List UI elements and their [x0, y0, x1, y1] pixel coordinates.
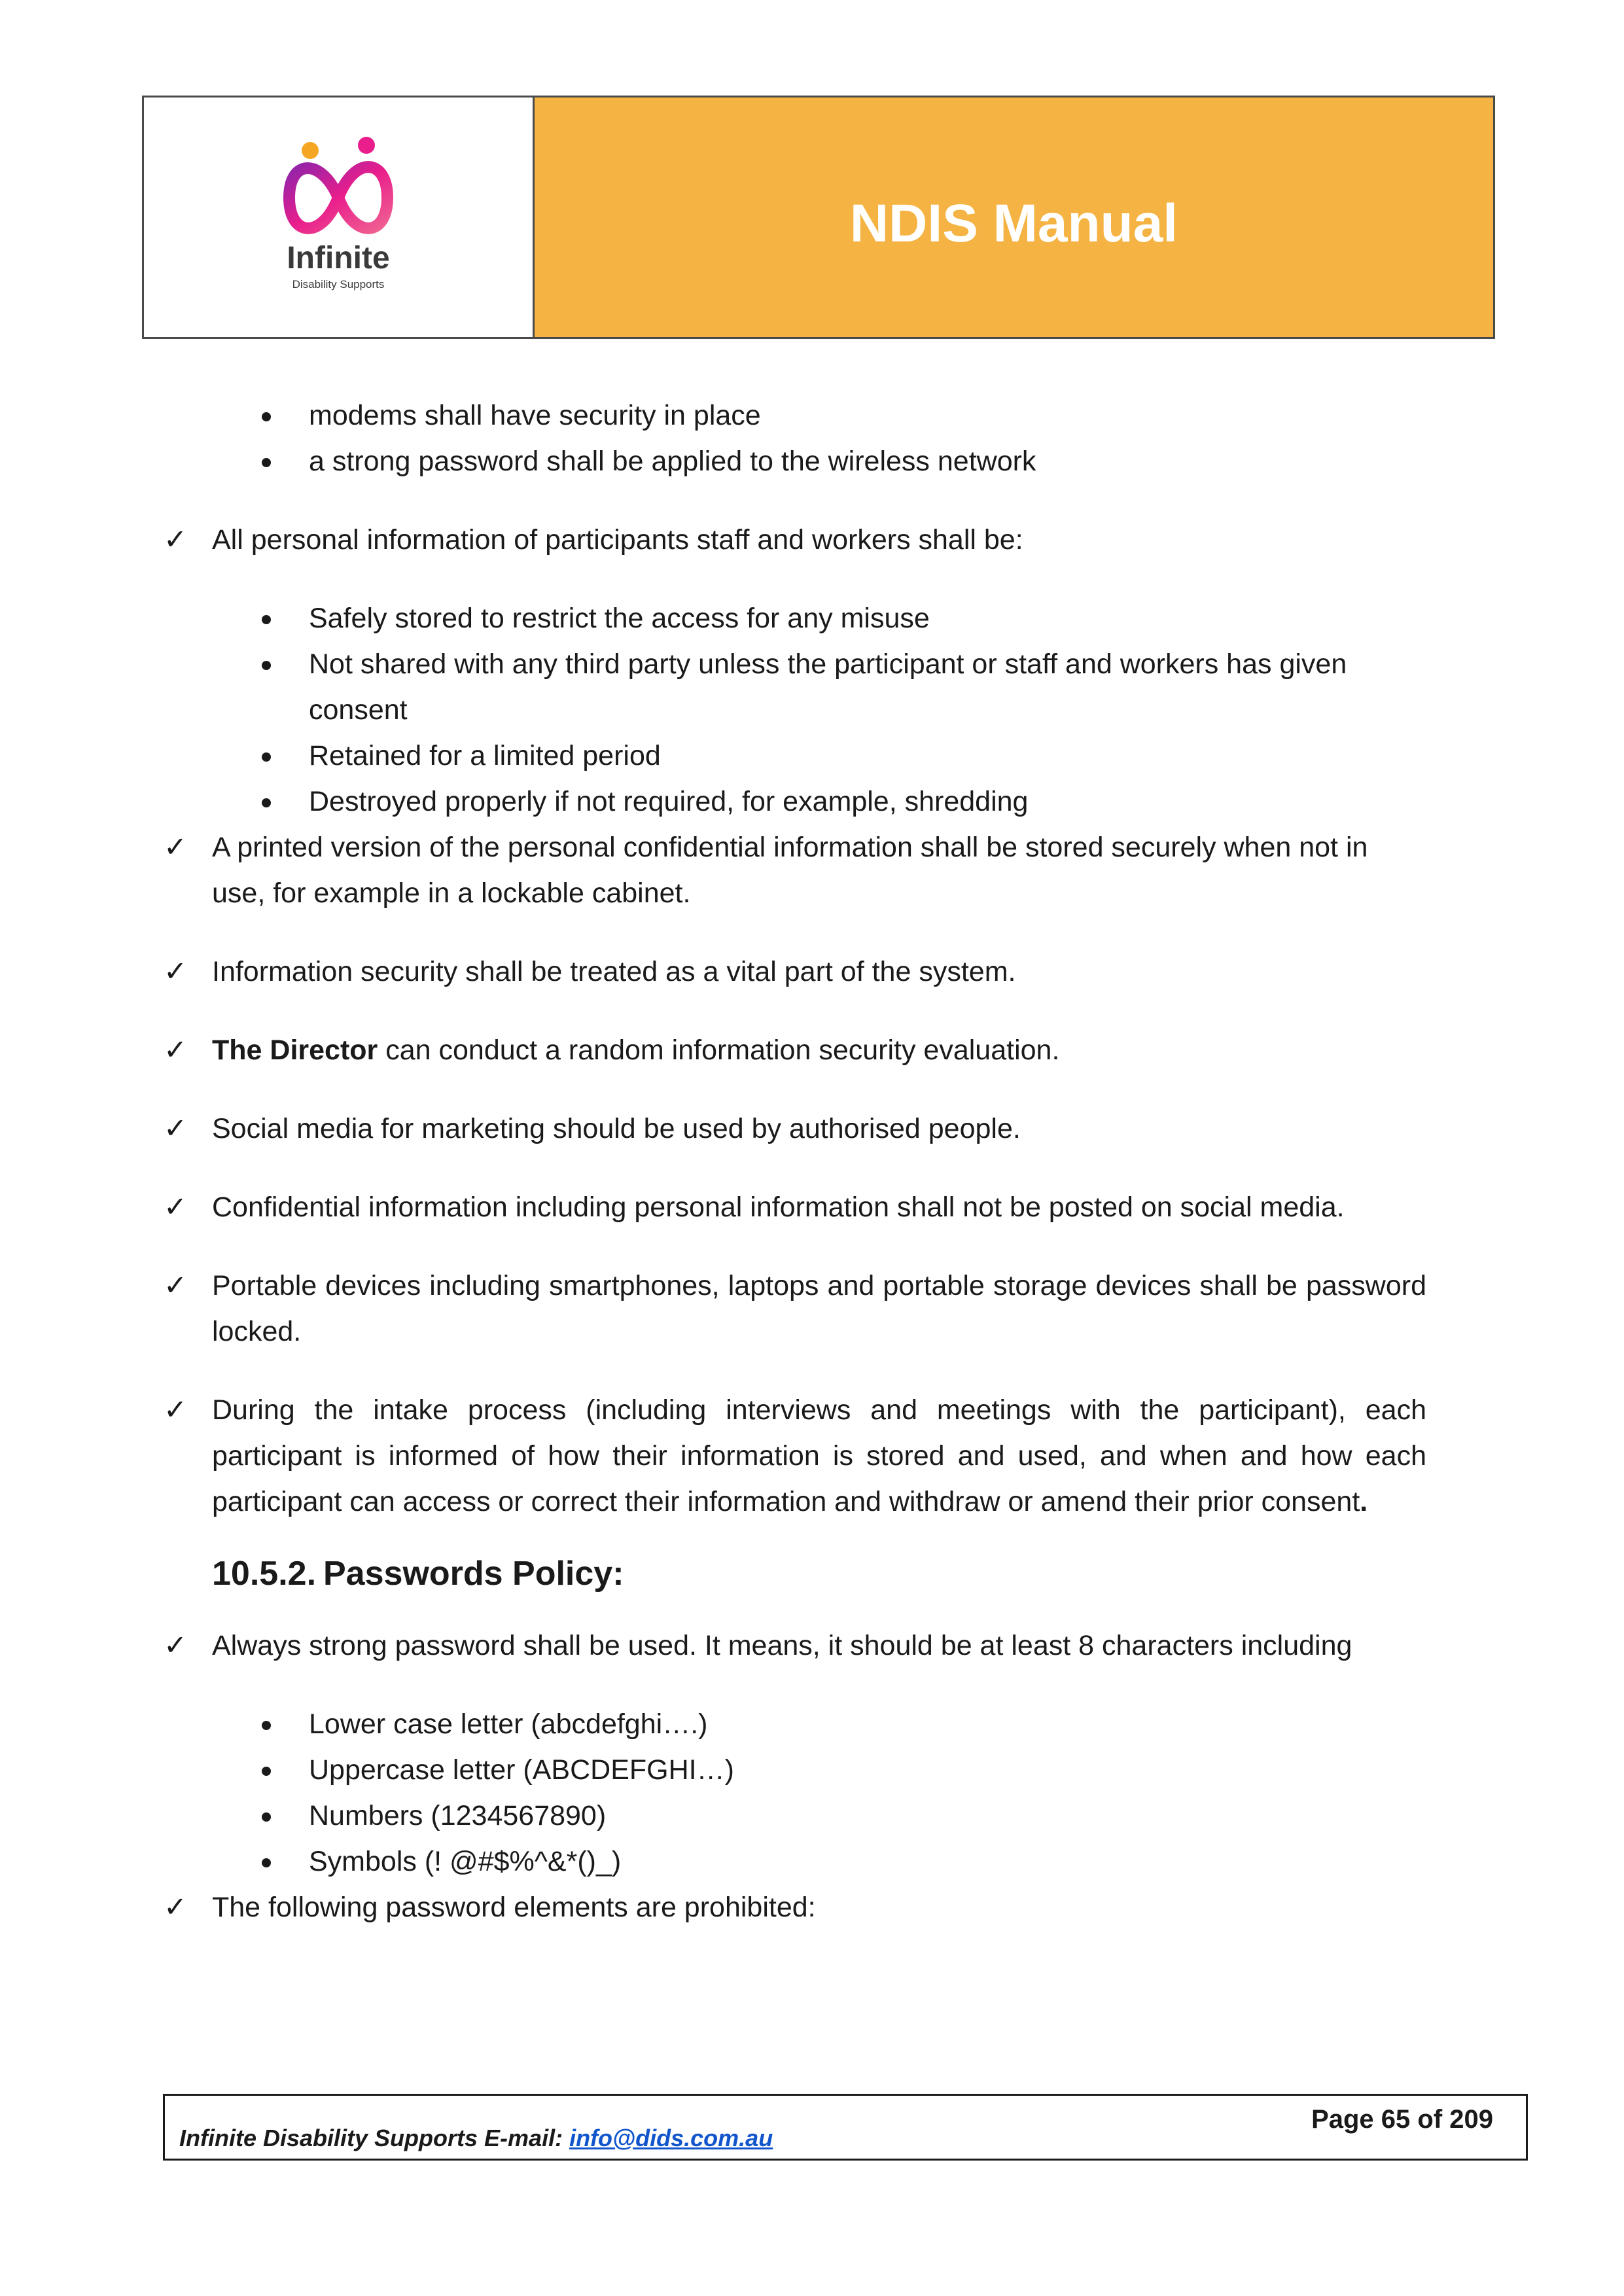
checkmark-icon: ✓: [164, 956, 188, 987]
checkmark-icon: ✓: [164, 1892, 188, 1923]
check-item: ✓ The following password elements are prohibited:: [164, 1884, 1426, 1930]
bullet-icon: [262, 1767, 271, 1776]
list-item: Retained for a limited period: [262, 733, 1426, 779]
check-item: ✓ During the intake process (including interviews and meetings with the participant), each participant is informed of how their information is stored and used, and when and how each participant can access or correct their information and withdraw or amend their prior consent.: [164, 1387, 1426, 1525]
list-item: Not shared with any third party unless the participant or staff and workers has given consent: [262, 641, 1426, 733]
section-number: 10.5.2.: [212, 1555, 317, 1593]
list-item: Numbers (1234567890): [262, 1793, 1426, 1839]
check-item: ✓ Information security shall be treated as a vital part of the system.: [164, 949, 1426, 995]
checkmark-icon: ✓: [164, 1630, 188, 1661]
check-item: ✓ Social media for marketing should be used by authorised people.: [164, 1106, 1426, 1152]
page-header: [142, 96, 1495, 339]
checkmark-icon: ✓: [164, 1394, 188, 1426]
check-item: ✓ All personal information of participants staff and workers shall be:: [164, 517, 1426, 563]
section-heading: [212, 1547, 1426, 1600]
list-item: Destroyed properly if not required, for example, shredding: [262, 779, 1426, 824]
bullet-icon: [262, 1858, 271, 1867]
director-label: The Director: [212, 1034, 378, 1066]
list-item: Uppercase letter (ABCDEFGHI…): [262, 1747, 1426, 1793]
footer-company: Infinite Disability Supports E-mail:: [179, 2125, 570, 2151]
bullet-icon: [262, 798, 271, 807]
bullet-icon: [262, 661, 271, 670]
checkmark-icon: ✓: [164, 1113, 188, 1144]
page-body: [164, 393, 1426, 1930]
check-item: ✓ Portable devices including smartphones, laptops and portable storage devices shall be password locked.: [164, 1263, 1426, 1354]
list-item: a strong password shall be applied to the wireless network: [262, 438, 1426, 484]
checkmark-icon: ✓: [164, 1192, 188, 1223]
checkmark-icon: ✓: [164, 524, 188, 556]
title-cell: [535, 97, 1493, 337]
check-item: ✓ The Director can conduct a random information security evaluation.: [164, 1027, 1426, 1073]
page-footer: [163, 2094, 1528, 2161]
bullet-icon: [262, 1812, 271, 1822]
checkmark-icon: ✓: [164, 832, 188, 863]
checkmark-icon: ✓: [164, 1270, 188, 1301]
check-item: ✓ Always strong password shall be used. It means, it should be at least 8 characters including: [164, 1623, 1426, 1669]
list-item: Safely stored to restrict the access for any misuse: [262, 595, 1426, 641]
logo-cell: [144, 97, 535, 337]
section-title: Passwords Policy:: [323, 1555, 624, 1593]
page-title: NDIS Manual: [849, 194, 1178, 253]
list-item: modems shall have security in place: [262, 393, 1426, 438]
checkmark-icon: ✓: [164, 1034, 188, 1066]
page-number: Page 65 of 209: [1311, 2105, 1493, 2134]
bullet-icon: [262, 412, 271, 421]
check-item: ✓ A printed version of the personal confidential information shall be stored securely when not in use, for example in a lockable cabinet.: [164, 824, 1426, 916]
email-link[interactable]: info@dids.com.au: [569, 2125, 773, 2151]
check-item: ✓ Confidential information including personal information shall not be posted on social media.: [164, 1184, 1426, 1230]
infinite-logo: [263, 132, 414, 302]
bullet-icon: [262, 615, 271, 624]
bullet-icon: [262, 752, 271, 762]
list-item: Symbols (! @#$%^&*()_): [262, 1839, 1426, 1884]
logo-name: Infinite: [287, 241, 390, 275]
list-item: Lower case letter (abcdefghi….): [262, 1701, 1426, 1747]
logo-tagline: Disability Supports: [292, 278, 385, 291]
bullet-icon: [262, 458, 271, 467]
bullet-icon: [262, 1721, 271, 1730]
